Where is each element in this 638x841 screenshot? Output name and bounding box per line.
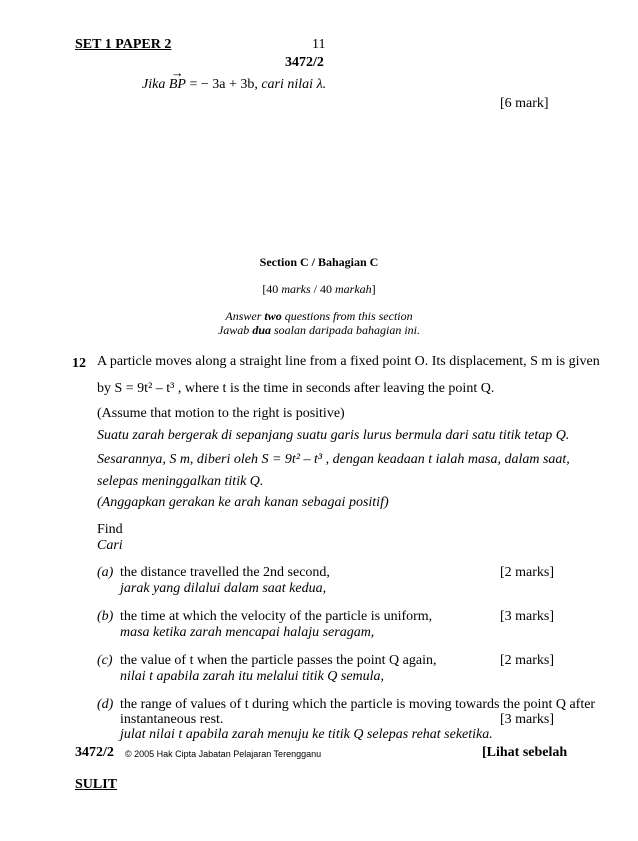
part-c-my: nilai t apabila zarah itu melalui titik Q semula, (120, 669, 385, 684)
part-b-marks: [3 marks] (500, 609, 555, 624)
part-c-en: the value of t when the particle passes the point Q again, (120, 653, 437, 668)
part-d-label: (d) (97, 697, 114, 712)
prev-prefix: Jika (142, 77, 166, 92)
question-line-5: Sesarannya, S m, diberi oleh S = 9t² – t³ , dengan keadaan t ialah masa, dalam saat, (97, 452, 570, 467)
question-line-6: selepas meninggalkan titik Q. (97, 474, 264, 489)
part-a-marks: [2 marks] (500, 565, 555, 580)
part-c-marks: [2 marks] (500, 653, 555, 668)
page-number: 11 (312, 37, 326, 52)
part-a-label: (a) (97, 565, 114, 580)
footer-code: 3472/2 (75, 745, 114, 760)
instruction-my: Jawab dua soalan daripada bahagian ini. (217, 323, 421, 337)
part-b-label: (b) (97, 609, 114, 624)
vector-bp: → BP (168, 65, 186, 92)
question-number: 12 (72, 356, 86, 371)
question-line-7: (Anggapkan gerakan ke arah kanan sebagai positif) (97, 495, 389, 510)
part-d-my: julat nilai t apabila zarah menuju ke titik Q selepas rehat seketika. (120, 727, 493, 742)
instruction-en: Answer two questions from this section (225, 309, 413, 323)
part-b-my: masa ketika zarah mencapai halaju seragam, (120, 625, 375, 640)
part-a-my: jarak yang dilalui dalam saat kedua, (120, 581, 327, 596)
footer-copyright: © 2005 Hak Cipta Jabatan Pelajaran Terengganu (125, 749, 322, 759)
section-title: Section C / Bahagian C (259, 255, 379, 269)
footer-turn-over: [Lihat sebelah (482, 745, 568, 760)
part-d-marks: [3 marks] (500, 712, 555, 727)
prev-expr: = − 3a + 3b, (189, 77, 258, 92)
section-marks: [40 marks / 40 markah] (262, 282, 376, 296)
part-b-en: the time at which the velocity of the particle is uniform, (120, 609, 433, 624)
vector-arrow-icon: → (170, 65, 184, 80)
part-a-en: the distance travelled the 2nd second, (120, 565, 330, 580)
prev-question-line (142, 65, 327, 93)
cari-label: Cari (97, 538, 123, 553)
header-set-label: SET 1 PAPER 2 (75, 37, 172, 52)
question-line-3: (Assume that motion to the right is positive) (97, 406, 345, 421)
footer-sulit: SULIT (75, 777, 118, 792)
part-c-label: (c) (97, 653, 113, 668)
part-d-en2: instantaneous rest. (120, 712, 224, 727)
find-label: Find (97, 522, 123, 537)
question-line-4: Suatu zarah bergerak di sepanjang suatu garis lurus bermula dari satu titik tetap Q. (97, 428, 570, 443)
paper-code: 3472/2 (285, 55, 324, 70)
question-line-1: A particle moves along a straight line from a fixed point O. Its displacement, S m is given (97, 354, 600, 369)
prev-marks: [6 mark] (500, 96, 549, 111)
part-d-en: the range of values of t during which the particle is moving towards the point Q after (120, 697, 596, 712)
prev-suffix: cari nilai λ. (261, 77, 327, 92)
question-line-2: by S = 9t² – t³ , where t is the time in seconds after leaving the point Q. (97, 381, 495, 396)
